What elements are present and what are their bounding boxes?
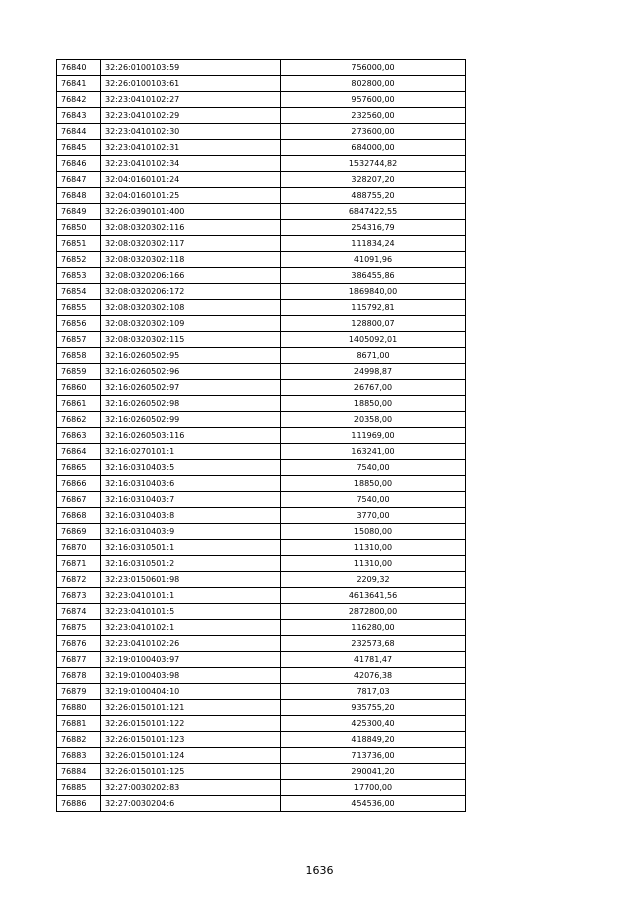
cadastral-value: 111969,00: [281, 428, 466, 444]
cadastral-value: 128800,07: [281, 316, 466, 332]
cadastral-number: 32:26:0150101:122: [101, 716, 281, 732]
cadastral-number: 32:26:0150101:124: [101, 748, 281, 764]
table-row: [57, 780, 466, 796]
cadastral-value: 42076,38: [281, 668, 466, 684]
table-row: [57, 236, 466, 252]
cadastral-value: 116280,00: [281, 620, 466, 636]
row-number: 76873: [57, 588, 101, 604]
cadastral-number: 32:08:0320302:118: [101, 252, 281, 268]
cadastral-number: 32:23:0150601:98: [101, 572, 281, 588]
row-number: 76850: [57, 220, 101, 236]
table-row: [57, 636, 466, 652]
row-number: 76864: [57, 444, 101, 460]
row-number: 76880: [57, 700, 101, 716]
cadastral-value: 3770,00: [281, 508, 466, 524]
table-row: [57, 284, 466, 300]
cadastral-value: 713736,00: [281, 748, 466, 764]
cadastral-number: 32:16:0270101:1: [101, 444, 281, 460]
cadastral-number: 32:23:0410102:27: [101, 92, 281, 108]
row-number: 76853: [57, 268, 101, 284]
cadastral-value: 4613641,56: [281, 588, 466, 604]
cadastral-value: 454536,00: [281, 796, 466, 812]
table-row: [57, 476, 466, 492]
page-number: 1636: [305, 864, 334, 877]
cadastral-number: 32:23:0410102:29: [101, 108, 281, 124]
row-number: 76843: [57, 108, 101, 124]
cadastral-number: 32:26:0390101:400: [101, 204, 281, 220]
table-row: [57, 716, 466, 732]
row-number: 76872: [57, 572, 101, 588]
table-row: [57, 428, 466, 444]
table-row: [57, 652, 466, 668]
table-row: [57, 396, 466, 412]
table-row: [57, 620, 466, 636]
cadastral-value: 17700,00: [281, 780, 466, 796]
row-number: 76874: [57, 604, 101, 620]
cadastral-number: 32:08:0320302:109: [101, 316, 281, 332]
table-body: [57, 60, 466, 812]
table-row: [57, 460, 466, 476]
cadastral-number: 32:26:0150101:123: [101, 732, 281, 748]
table-row: [57, 332, 466, 348]
table-row: [57, 492, 466, 508]
cadastral-value: 386455,86: [281, 268, 466, 284]
table-row: [57, 412, 466, 428]
cadastral-number: 32:27:0030202:83: [101, 780, 281, 796]
cadastral-number: 32:16:0310501:1: [101, 540, 281, 556]
row-number: 76884: [57, 764, 101, 780]
table-row: [57, 364, 466, 380]
cadastral-number: 32:23:0410102:26: [101, 636, 281, 652]
row-number: 76861: [57, 396, 101, 412]
cadastral-number: 32:16:0260502:99: [101, 412, 281, 428]
table-row: [57, 524, 466, 540]
cadastral-value: 328207,20: [281, 172, 466, 188]
table-row: [57, 220, 466, 236]
row-number: 76859: [57, 364, 101, 380]
cadastral-number: 32:23:0410102:30: [101, 124, 281, 140]
cadastral-number: 32:16:0260502:98: [101, 396, 281, 412]
cadastral-value: 802800,00: [281, 76, 466, 92]
cadastral-number: 32:08:0320302:108: [101, 300, 281, 316]
table-row: [57, 316, 466, 332]
cadastral-value: 20358,00: [281, 412, 466, 428]
cadastral-value: 163241,00: [281, 444, 466, 460]
row-number: 76875: [57, 620, 101, 636]
cadastral-value: 2209,32: [281, 572, 466, 588]
table-row: [57, 140, 466, 156]
cadastral-value: 1532744,82: [281, 156, 466, 172]
cadastral-value: 41091,96: [281, 252, 466, 268]
row-number: 76858: [57, 348, 101, 364]
table-row: [57, 76, 466, 92]
table-row: [57, 380, 466, 396]
cadastral-number: 32:23:0410102:1: [101, 620, 281, 636]
table-row: [57, 668, 466, 684]
cadastral-value: 7540,00: [281, 492, 466, 508]
cadastral-number: 32:16:0310403:5: [101, 460, 281, 476]
row-number: 76870: [57, 540, 101, 556]
cadastral-value: 26767,00: [281, 380, 466, 396]
cadastral-number: 32:16:0260502:97: [101, 380, 281, 396]
table-row: [57, 108, 466, 124]
cadastral-value: 18850,00: [281, 396, 466, 412]
cadastral-value: 418849,20: [281, 732, 466, 748]
cadastral-number: 32:16:0310403:9: [101, 524, 281, 540]
cadastral-value: 1869840,00: [281, 284, 466, 300]
row-number: 76848: [57, 188, 101, 204]
table-row: [57, 156, 466, 172]
table-row: [57, 748, 466, 764]
table-row: [57, 508, 466, 524]
cadastral-number: 32:16:0310403:6: [101, 476, 281, 492]
row-number: 76841: [57, 76, 101, 92]
row-number: 76883: [57, 748, 101, 764]
table-row: [57, 556, 466, 572]
table-row: [57, 588, 466, 604]
cadastral-value: 41781,47: [281, 652, 466, 668]
row-number: 76856: [57, 316, 101, 332]
table-row: [57, 124, 466, 140]
cadastral-number: 32:23:0410102:31: [101, 140, 281, 156]
cadastral-value: 756000,00: [281, 60, 466, 76]
cadastral-number: 32:16:0310403:7: [101, 492, 281, 508]
row-number: 76879: [57, 684, 101, 700]
cadastral-value: 11310,00: [281, 556, 466, 572]
cadastral-number: 32:23:0410101:5: [101, 604, 281, 620]
row-number: 76854: [57, 284, 101, 300]
cadastral-number: 32:16:0260503:116: [101, 428, 281, 444]
cadastral-number: 32:16:0310501:2: [101, 556, 281, 572]
row-number: 76871: [57, 556, 101, 572]
cadastral-value: 7817,03: [281, 684, 466, 700]
cadastral-value: 935755,20: [281, 700, 466, 716]
cadastral-number: 32:26:0150101:125: [101, 764, 281, 780]
table-row: [57, 348, 466, 364]
cadastral-number: 32:04:0160101:24: [101, 172, 281, 188]
table-row: [57, 252, 466, 268]
cadastral-number: 32:23:0410102:34: [101, 156, 281, 172]
cadastral-number: 32:23:0410101:1: [101, 588, 281, 604]
row-number: 76866: [57, 476, 101, 492]
cadastral-number: 32:16:0310403:8: [101, 508, 281, 524]
cadastral-number: 32:16:0260502:96: [101, 364, 281, 380]
table-row: [57, 572, 466, 588]
table-row: [57, 700, 466, 716]
row-number: 76863: [57, 428, 101, 444]
cadastral-number: 32:26:0100103:59: [101, 60, 281, 76]
row-number: 76877: [57, 652, 101, 668]
table-row: [57, 204, 466, 220]
cadastral-value: 232573,68: [281, 636, 466, 652]
row-number: 76855: [57, 300, 101, 316]
cadastral-value: 6847422,55: [281, 204, 466, 220]
row-number: 76881: [57, 716, 101, 732]
table-row: [57, 444, 466, 460]
row-number: 76844: [57, 124, 101, 140]
cadastral-value: 232560,00: [281, 108, 466, 124]
row-number: 76860: [57, 380, 101, 396]
row-number: 76882: [57, 732, 101, 748]
cadastral-value: 15080,00: [281, 524, 466, 540]
cadastral-number: 32:19:0100404:10: [101, 684, 281, 700]
row-number: 76868: [57, 508, 101, 524]
table-row: [57, 172, 466, 188]
cadastral-value: 425300,40: [281, 716, 466, 732]
row-number: 76885: [57, 780, 101, 796]
row-number: 76852: [57, 252, 101, 268]
row-number: 76865: [57, 460, 101, 476]
row-number: 76862: [57, 412, 101, 428]
cadastral-value: 1405092,01: [281, 332, 466, 348]
table-row: [57, 268, 466, 284]
cadastral-number: 32:26:0150101:121: [101, 700, 281, 716]
cadastral-value: 488755,20: [281, 188, 466, 204]
cadastral-number: 32:19:0100403:97: [101, 652, 281, 668]
row-number: 76840: [57, 60, 101, 76]
cadastral-value: 24998,87: [281, 364, 466, 380]
row-number: 76845: [57, 140, 101, 156]
row-number: 76847: [57, 172, 101, 188]
cadastral-number: 32:16:0260502:95: [101, 348, 281, 364]
cadastral-value: 11310,00: [281, 540, 466, 556]
row-number: 76867: [57, 492, 101, 508]
table-row: [57, 188, 466, 204]
table-row: [57, 732, 466, 748]
cadastral-number: 32:08:0320206:166: [101, 268, 281, 284]
table-row: [57, 604, 466, 620]
table-row: [57, 796, 466, 812]
row-number: 76876: [57, 636, 101, 652]
cadastral-value: 254316,79: [281, 220, 466, 236]
cadastral-value: 684000,00: [281, 140, 466, 156]
cadastral-value: 115792,81: [281, 300, 466, 316]
row-number: 76851: [57, 236, 101, 252]
row-number: 76857: [57, 332, 101, 348]
table-row: [57, 300, 466, 316]
table-row: [57, 764, 466, 780]
table-row: [57, 684, 466, 700]
row-number: 76886: [57, 796, 101, 812]
cadastral-number: 32:27:0030204:6: [101, 796, 281, 812]
row-number: 76842: [57, 92, 101, 108]
row-number: 76878: [57, 668, 101, 684]
cadastral-number: 32:19:0100403:98: [101, 668, 281, 684]
cadastral-number: 32:04:0160101:25: [101, 188, 281, 204]
cadastral-table: [56, 59, 466, 812]
cadastral-number: 32:08:0320302:115: [101, 332, 281, 348]
cadastral-value: 273600,00: [281, 124, 466, 140]
cadastral-number: 32:08:0320206:172: [101, 284, 281, 300]
cadastral-value: 18850,00: [281, 476, 466, 492]
cadastral-value: 111834,24: [281, 236, 466, 252]
cadastral-number: 32:08:0320302:116: [101, 220, 281, 236]
cadastral-value: 2872800,00: [281, 604, 466, 620]
cadastral-value: 7540,00: [281, 460, 466, 476]
table-row: [57, 540, 466, 556]
row-number: 76869: [57, 524, 101, 540]
cadastral-value: 290041,20: [281, 764, 466, 780]
table-row: [57, 92, 466, 108]
row-number: 76846: [57, 156, 101, 172]
cadastral-number: 32:26:0100103:61: [101, 76, 281, 92]
table-row: [57, 60, 466, 76]
cadastral-value: 8671,00: [281, 348, 466, 364]
row-number: 76849: [57, 204, 101, 220]
cadastral-value: 957600,00: [281, 92, 466, 108]
cadastral-number: 32:08:0320302:117: [101, 236, 281, 252]
